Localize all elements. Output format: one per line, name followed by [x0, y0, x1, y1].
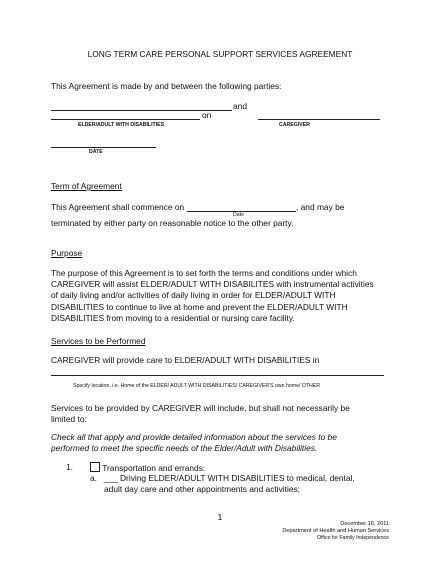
item1a-text — [120, 473, 400, 484]
check-instruction-line: performed to meet the specific needs of the Elder/Adult with Disabilities. — [51, 443, 318, 454]
purpose-heading: Purpose — [51, 248, 83, 258]
services-provided — [51, 403, 401, 425]
services-heading: Services to be Performed — [51, 336, 146, 346]
elder-label: ELDER/ADULT WITH DISABILITIES — [78, 122, 165, 128]
document-title: LONG TERM CARE PERSONAL SUPPORT SERVICES AGREEMENT — [87, 49, 353, 59]
purpose-paragraph — [51, 268, 401, 324]
item1a-line2: adult day care and other appointments and activities; — [104, 484, 301, 494]
elder-signature-line[interactable] — [51, 119, 200, 120]
item1a-blank[interactable]: ___ — [104, 473, 118, 483]
term-line2: terminated by either party on reasonable notice to the other party. — [51, 218, 294, 228]
services-line: CAREGIVER will provide care to ELDER/ADULT WITH DISABILITIES in — [51, 355, 320, 365]
term-date-caption: Date — [233, 212, 244, 218]
location-line[interactable] — [51, 375, 384, 376]
item1-number: 1. — [66, 462, 73, 472]
page-number: 1 — [217, 512, 223, 522]
and-word: and — [233, 101, 247, 111]
purpose-line: CAREGIVER will assist ELDER/ADULT WITH DISABILITES with instrumental activities — [51, 279, 374, 290]
footer-office: Office for Family Independence — [317, 535, 389, 541]
purpose-line: of daily living and/or activities of daily living in order for ELDER/ADULT WITH — [51, 290, 336, 301]
services-provided-line: limited to: — [51, 414, 87, 425]
item1a-line: Driving ELDER/ADULT WITH DISABILITIES to medical, dental, — [120, 473, 355, 483]
term-heading: Term of Agreement — [51, 181, 122, 191]
location-caption: Specify location, i.e. Home of the ELDER/ ADULT WITH DISABILITIES/ CAREGIVER'S own home/ OTHER — [73, 383, 320, 389]
check-instruction-line: Check all that apply and provide detailed information about the services to be — [51, 432, 337, 442]
purpose-line: DISABILITIES to continue to live at home and prevent the ELDER/ADULT WITH — [51, 301, 348, 312]
on-word: on — [202, 110, 212, 120]
date-line[interactable] — [51, 147, 156, 148]
caregiver-signature-line[interactable] — [258, 119, 380, 120]
term-line1-end: , and may be — [296, 202, 345, 212]
term-line1-start: This Agreement shall commence on — [51, 202, 185, 212]
purpose-line: The purpose of this Agreement is to set forth the terms and conditions under which — [51, 268, 357, 278]
footer-department: Department of Health and Human Services — [282, 528, 389, 534]
services-provided-line: Services to be provided by CAREGIVER will include, but shall not necessarily be — [51, 403, 350, 413]
transportation-checkbox[interactable] — [90, 462, 100, 472]
item1-label: Transportation and errands: — [102, 463, 206, 473]
caregiver-label: CAREGIVER — [279, 122, 310, 128]
footer-date: December 16, 2011 — [340, 521, 389, 527]
date-label: DATE — [89, 149, 103, 155]
check-instructions — [51, 432, 401, 454]
intro-text: This Agreement is made by and between the following parties: — [51, 81, 282, 91]
purpose-line: DISABILITIES from moving to a residential or nursing care facility. — [51, 312, 295, 323]
item1a-letter: a. — [90, 473, 97, 483]
